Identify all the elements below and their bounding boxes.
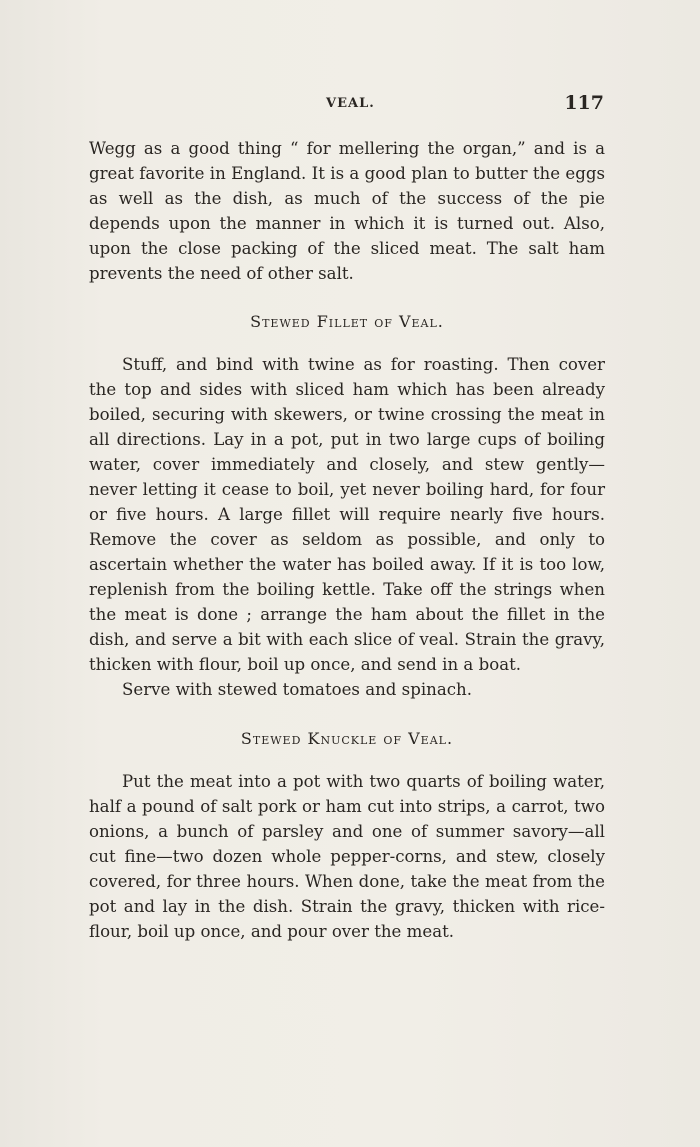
running-head [88, 94, 604, 120]
recipe-heading-stewed-fillet: Stewed Fillet of Veal. [250, 312, 444, 331]
recipe-serving-note: Serve with stewed tomatoes and spinach. [122, 680, 472, 699]
recipe-paragraph: Stuff, and bind with twine as for roasting. Then cover the top and sides with sliced ham which has been already boiled, securing with skewers, or twine crossing the meat in all directions. Lay in a pot, put in two large cups of boiling water, cover immediately and closely, and stew gently—never letting it cease to boil, yet never boiling hard, for four or five hours. A large fillet will require nearly five hours. Remove the cover as seldom as possible, and only to ascertain whether the water has boiled away. If it is too low, replenish from the boiling kettle. Take off the strings when the meat is done ; arrange the ham about the fillet in the dish, and serve a bit with each slice of veal. Strain the gravy, thicken with flour, boil up once, and send in a boat. [89, 355, 605, 674]
continuation-paragraph: Wegg as a good thing “ for mellering the organ,” and is a great favorite in England. It is a good plan to butter the eggs as well as the dish, as much of the success of the pie depends upon the manner in which it is turned out. Also, upon the close packing of the sliced meat. The salt ham prevents the need of other salt. [89, 139, 605, 283]
running-title: VEAL. [326, 96, 375, 111]
page-body [89, 136, 605, 944]
recipe-paragraph: Put the meat into a pot with two quarts of boiling water, half a pound of salt pork or ham cut into strips, a carrot, two onions, a bunch of parsley and one of summer savory—all cut fine—two dozen whole pepper-corns, and stew, closely covered, for three hours. When done, take the meat from the pot and lay in the dish. Strain the gravy, thicken with rice-flour, boil up once, and pour over the meat. [89, 772, 605, 941]
page-number: 117 [564, 92, 604, 114]
recipe-heading-stewed-knuckle: Stewed Knuckle of Veal. [240, 729, 454, 748]
